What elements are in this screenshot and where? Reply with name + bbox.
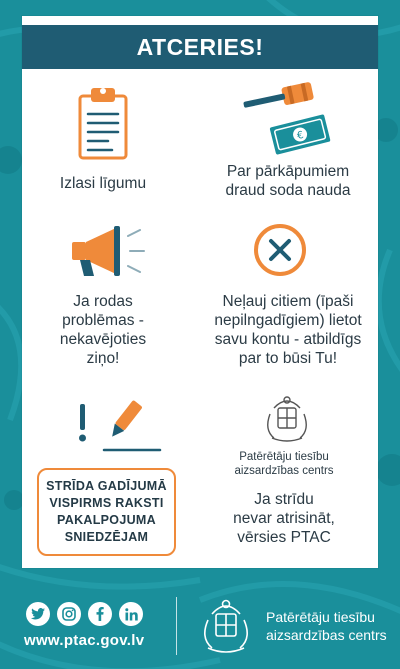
gavel-money-icon bbox=[242, 82, 334, 156]
twitter-icon[interactable] bbox=[26, 602, 50, 626]
info-card bbox=[22, 16, 378, 568]
svg-text:€: € bbox=[295, 129, 305, 143]
footer-divider bbox=[176, 597, 177, 655]
instagram-icon[interactable] bbox=[57, 602, 81, 626]
write-icon bbox=[74, 400, 164, 454]
page-title: ATCERIES! bbox=[22, 25, 378, 69]
megaphone-icon bbox=[68, 222, 148, 282]
close-circle-icon bbox=[252, 222, 308, 278]
ptac-logo-caption: Patērētāju tiesību aizsardzības centrs bbox=[234, 451, 334, 477]
ptac-contact-text: Ja strīdu nevar atrisināt, vērsies PTAC bbox=[233, 491, 335, 546]
website-link[interactable]: www.ptac.gov.lv bbox=[24, 632, 145, 649]
account-warning-text: Neļauj citiem (īpaši nepilngadīgiem) lietot savu kontu - atbildīgs par to būsi Tu! bbox=[214, 293, 362, 367]
report-problem-text: Ja rodas problēmas - nekavējoties ziņo! bbox=[59, 293, 147, 367]
facebook-icon[interactable] bbox=[88, 602, 112, 626]
dispute-notice-text: STRĪDA GADĪJUMĀ VISPIRMS RAKSTI PAKALPOJUMA SNIEDZĒJAM bbox=[46, 479, 167, 544]
fine-warning-text: Par pārkāpumiem draud soda nauda bbox=[225, 163, 351, 199]
read-contract-text: Izlasi līgumu bbox=[59, 175, 147, 192]
dispute-notice-box bbox=[37, 468, 176, 556]
footer-coat-of-arms-icon bbox=[196, 596, 256, 658]
contract-icon bbox=[74, 84, 132, 160]
linkedin-icon[interactable] bbox=[119, 602, 143, 626]
coat-of-arms-icon bbox=[260, 394, 314, 446]
social-links bbox=[26, 602, 143, 626]
footer-org-name: Patērētāju tiesību aizsardzības centrs bbox=[266, 609, 387, 643]
